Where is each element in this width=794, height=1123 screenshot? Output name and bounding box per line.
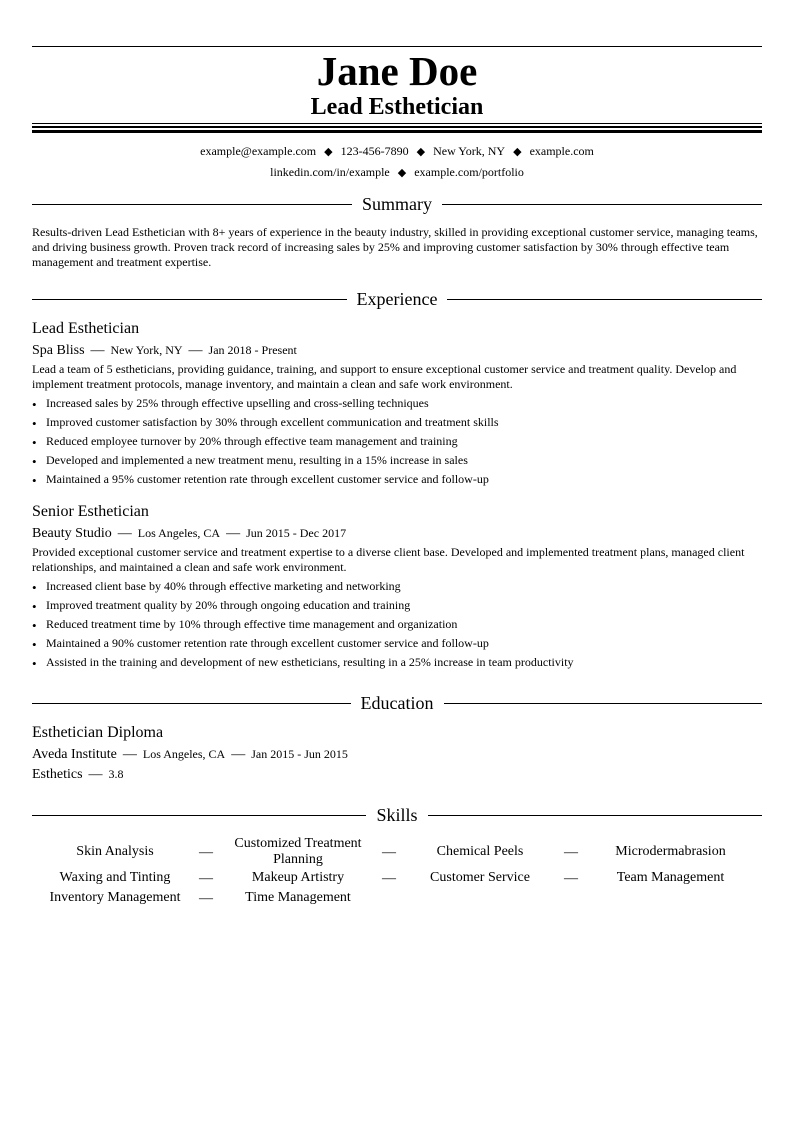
skill-item: Customer Service (430, 870, 530, 885)
header-rule (32, 130, 762, 133)
experience-heading: Experience (32, 287, 762, 311)
separator-icon: ◆ (397, 167, 407, 179)
list-item: • Improved treatment quality by 20% through ongoing education and training (32, 596, 762, 615)
separator-icon: ◆ (513, 146, 522, 158)
header-rule (32, 123, 762, 124)
gpa-value: 3.8 (108, 767, 124, 781)
job-description: Provided exceptional customer service and treatment expertise to a diverse client base. Developed and implemented treatment plans, managed client relationships, and maintained a clean and safe work environment. (32, 545, 745, 574)
skill-item: Waxing and Tinting (59, 870, 171, 885)
dash-separator: — (90, 343, 105, 358)
dash-separator: — (382, 845, 396, 860)
list-item: • Maintained a 95% customer retention rate through excellent customer service and follow-up (32, 470, 762, 489)
degree-title: Esthetician Diploma (32, 724, 164, 741)
skills-heading: Skills (32, 803, 762, 827)
skill-item: Microdermabrasion (615, 844, 726, 859)
linkedin-link[interactable]: linkedin.com/in/example (270, 165, 390, 179)
list-item: • Increased client base by 40% through effective marketing and networking (32, 577, 762, 596)
header-top-rule (32, 46, 762, 47)
education-heading: Education (32, 691, 762, 715)
candidate-title: Lead Esthetician (310, 94, 484, 120)
job-title: Senior Esthetician (32, 503, 149, 520)
dash-separator: — (188, 343, 203, 358)
school-location: Los Angeles, CA (142, 747, 226, 761)
company-name: Beauty Studio (32, 526, 112, 541)
school-dates: Jan 2015 - Jun 2015 (251, 747, 348, 761)
list-item: • Developed and implemented a new treatment menu, resulting in a 15% increase in sales (32, 451, 762, 470)
job-bullets (32, 577, 762, 672)
job-description: Lead a team of 5 estheticians, providing guidance, training, and support to ensure exceptional customer service and treatment quality. Develop and implement treatment protocols, manage inventory, and maintain a clean and safe work environment. (32, 362, 737, 391)
portfolio-link[interactable]: example.com/portfolio (414, 165, 524, 179)
school-name: Aveda Institute (32, 747, 117, 762)
dash-separator: — (88, 767, 103, 782)
list-item: • Assisted in the training and development of new estheticians, resulting in a 25% increase in team productivity (32, 653, 762, 672)
dash-separator: — (382, 871, 396, 886)
dash-separator: — (122, 747, 137, 762)
skill-item: Inventory Management (49, 890, 181, 905)
dash-separator: — (199, 845, 213, 860)
summary-heading: Summary (32, 192, 762, 216)
skills-row (32, 889, 762, 909)
list-item: • Maintained a 90% customer retention rate through excellent customer service and follow-up (32, 634, 762, 653)
contact-line-2 (32, 164, 762, 181)
contact-line-1 (32, 143, 762, 160)
field-of-study: Esthetics (32, 767, 83, 782)
job-dates: Jun 2015 - Dec 2017 (246, 526, 347, 540)
separator-icon: ◆ (324, 146, 333, 158)
dash-separator: — (564, 871, 578, 886)
job-bullets (32, 394, 762, 489)
skills-row (32, 869, 762, 889)
dash-separator: — (564, 845, 578, 860)
skill-item: Makeup Artistry (251, 870, 345, 885)
list-item: • Increased sales by 25% through effective upselling and cross-selling techniques (32, 394, 762, 413)
website-link[interactable]: example.com (529, 144, 594, 158)
skill-item: Chemical Peels (436, 844, 524, 859)
job-location: Los Angeles, CA (137, 526, 221, 540)
field-meta (32, 765, 124, 784)
email-link[interactable]: example@example.com (200, 144, 317, 158)
dash-separator: — (199, 871, 213, 886)
dash-separator: — (226, 526, 241, 541)
phone-text: 123-456-7890 (340, 144, 409, 158)
list-item: • Improved customer satisfaction by 30% through excellent communication and treatment skills (32, 413, 762, 432)
header-rule (32, 126, 762, 128)
job-location: New York, NY (110, 343, 183, 357)
skill-item: Time Management (245, 890, 351, 905)
dash-separator: — (117, 526, 132, 541)
school-meta (32, 745, 348, 764)
skill-item: Customized Treatment Planning (234, 836, 362, 867)
job-dates: Jan 2018 - Present (208, 343, 297, 357)
skills-grid (32, 835, 762, 909)
dash-separator: — (199, 891, 213, 906)
skills-row (32, 835, 762, 869)
list-item: • Reduced treatment time by 10% through effective time management and organization (32, 615, 762, 634)
job-title: Lead Esthetician (32, 320, 140, 337)
summary-text: Results-driven Lead Esthetician with 8+ years of experience in the beauty industry, skilled in providing exceptional customer service, managing teams, and driving business growth. Proven track record of increasing sales by 25% and improving customer satisfaction by 30% through effective team management and treatment expertise. (32, 225, 758, 269)
separator-icon: ◆ (416, 146, 426, 158)
location-text: New York, NY (433, 144, 506, 158)
skill-item: Team Management (616, 870, 725, 885)
job-meta (32, 341, 297, 360)
job-meta (32, 524, 346, 543)
candidate-name: Jane Doe (316, 48, 478, 94)
skill-item: Skin Analysis (76, 844, 154, 859)
dash-separator: — (231, 747, 246, 762)
company-name: Spa Bliss (32, 343, 85, 358)
list-item: • Reduced employee turnover by 20% through effective team management and training (32, 432, 762, 451)
